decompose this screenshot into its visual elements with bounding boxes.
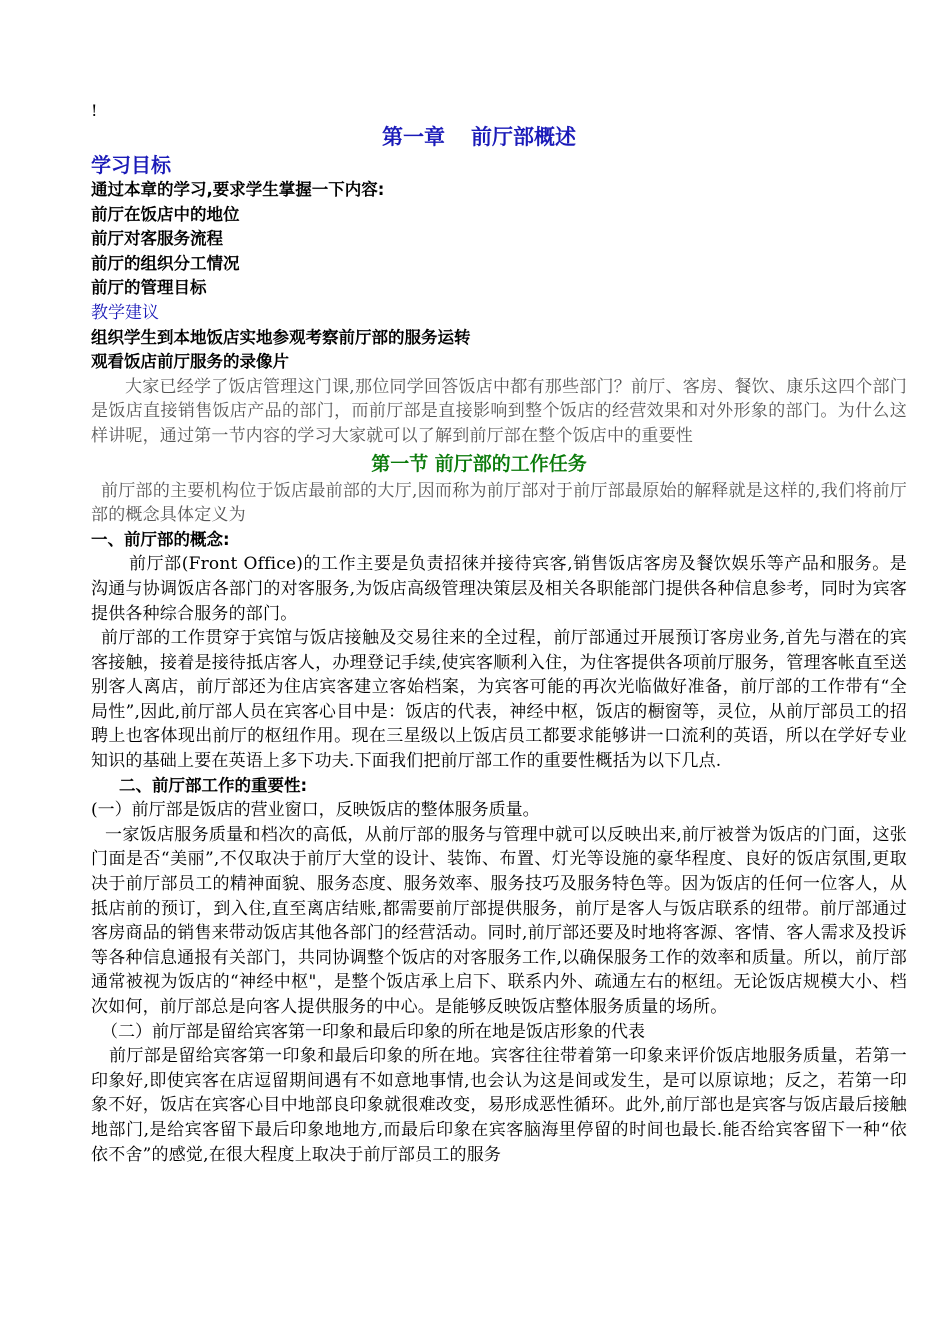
goals-intro: 通过本章的学习,要求学生掌握一下内容: xyxy=(91,180,385,199)
importance-point-2-paragraph: 前厅部是留给宾客第一印象和最后印象的所在地。宾客往往带着第一印象来评价饭店地服务质量，若第一印象好,即使宾客在店逗留期间遇有不如意地事情,也会认为这是间或发生，是可以原谅地；反之，若第一印象不好，饭店在宾客心目中地部良印象就很难改变，易形成恶性循环。此外,前厅部也是宾客与饭店最后接触地部门,是给宾客留下最后印象地地方,而最后印象在宾客脑海里停留的时间也最长.能否给宾客留下一种“依依不舍”的感觉,在很大程度上取决于前厅部员工的服务 xyxy=(91,1046,907,1165)
chapter-name: 前厅部概述 xyxy=(471,124,576,149)
document-page xyxy=(91,100,907,1167)
goal-item: 前厅在饭店中的地位 xyxy=(91,204,240,224)
goals-heading: 学习目标 xyxy=(91,153,171,177)
section-intro-paragraph: 前厅部的主要机构位于饭店最前部的大厅,因而称为前厅部对于前厅部最原始的解释就是这样的,我们将前厅部的概念具体定义为 xyxy=(91,480,907,526)
goal-item: 前厅的管理目标 xyxy=(91,278,207,298)
exclamation-mark: ! xyxy=(91,101,98,120)
importance-point-2: （二）前厅部是留给宾客第一印象和最后印象的所在地是饭店形象的代表 xyxy=(101,1021,645,1042)
concept-paragraph-2: 前厅部的工作贯穿于宾馆与饭店接触及交易往来的全过程，前厅部通过开展预订客房业务,首先与潜在的宾客接触，接着是接待抵店客人，办理登记手续,使宾客顺利入住，为住客提供各项前厅服务，管理客帐直至送别客人离店，前厅部还为住店宾客建立客始档案，为宾客可能的再次光临做好准备，前厅部的工作带有“全局性”,因此,前厅部人员在宾客心目中是：饭店的代表，神经中枢，饭店的橱窗等，灵位，从前厅部员工的招聘上也客体现出前厅的枢纽作用。现在三星级以上饭店员工都要求能够讲一口流利的英语，所以在学好专业知识的基础上要在英语上多下功夫.下面我们把前厅部工作的重要性概括为以下几点. xyxy=(91,628,907,772)
importance-point-1-paragraph: 一家饭店服务质量和档次的高低，从前厅部的服务与管理中就可以反映出来,前厅被誉为饭店的门面，这张门面是否“美丽”,不仅取决于前厅大堂的设计、装饰、布置、灯光等设施的豪华程度、良好的饭店氛围,更取决于前厅部员工的精神面貌、服务态度、服务效率、服务技巧及服务特色等。因为饭店的任何一位客人，从抵店前的预订，到入住,直至离店结账,都需要前厅部提供服务，前厅是客人与饭店联系的纽带。前厅部通过客房商品的销售来带动饭店其他各部门的经营活动。同时,前厅部还要及时地将客源、客情、客人需求及投诉等各种信息通报有关部门，共同协调整个饭店的对客服务工作,以确保服务工作的效率和质量。所以，前厅部通常被视为饭店的“神经中枢"，是整个饭店承上启下、联系内外、疏通左右的枢纽。无论饭店规模大小、档次如何，前厅部总是向客人提供服务的中心。是能够反映饭店整体服务质量的场所。 xyxy=(91,824,907,1017)
concept-paragraph-1: 前厅部(Front Office)的工作主要是负责招徕并接待宾客,销售饭店客房及餐饮娱乐等产品和服务。是沟通与协调饭店各部门的对客服务,为饭店高级管理决策层及相关各职能部门提供各种信息参考，同时为宾客提供各种综合服务的部门。 xyxy=(91,554,907,624)
section-title: 第一节 前厅部的工作任务 xyxy=(371,452,587,475)
advice-item: 观看饭店前厅服务的录像片 xyxy=(91,352,289,372)
advice-heading: 教学建议 xyxy=(91,302,159,323)
goal-item: 前厅的组织分工情况 xyxy=(91,253,240,273)
importance-point-1: (一）前厅部是饭店的营业窗口，反映饭店的整体服务质量。 xyxy=(91,800,540,821)
concept-heading: 一、前厅部的概念: xyxy=(91,529,230,549)
chapter-title xyxy=(91,122,907,152)
intro-paragraph: 大家已经学了饭店管理这门课,那位同学回答饭店中都有那些部门？前厅、客房、餐饮、康乐这四个部门是饭店直接销售饭店产品的部门，而前厅部是直接影响到整个饭店的经营效果和对外形象的部门。为什么这样讲呢，通过第一节内容的学习大家就可以了解到前厅部在整个饭店中的重要性 xyxy=(91,376,907,446)
chapter-number: 第一章 xyxy=(382,124,445,149)
advice-item: 组织学生到本地饭店实地参观考察前厅部的服务运转 xyxy=(91,327,471,347)
goal-item: 前厅对客服务流程 xyxy=(91,229,223,249)
importance-heading: 二、前厅部工作的重要性: xyxy=(119,775,308,795)
